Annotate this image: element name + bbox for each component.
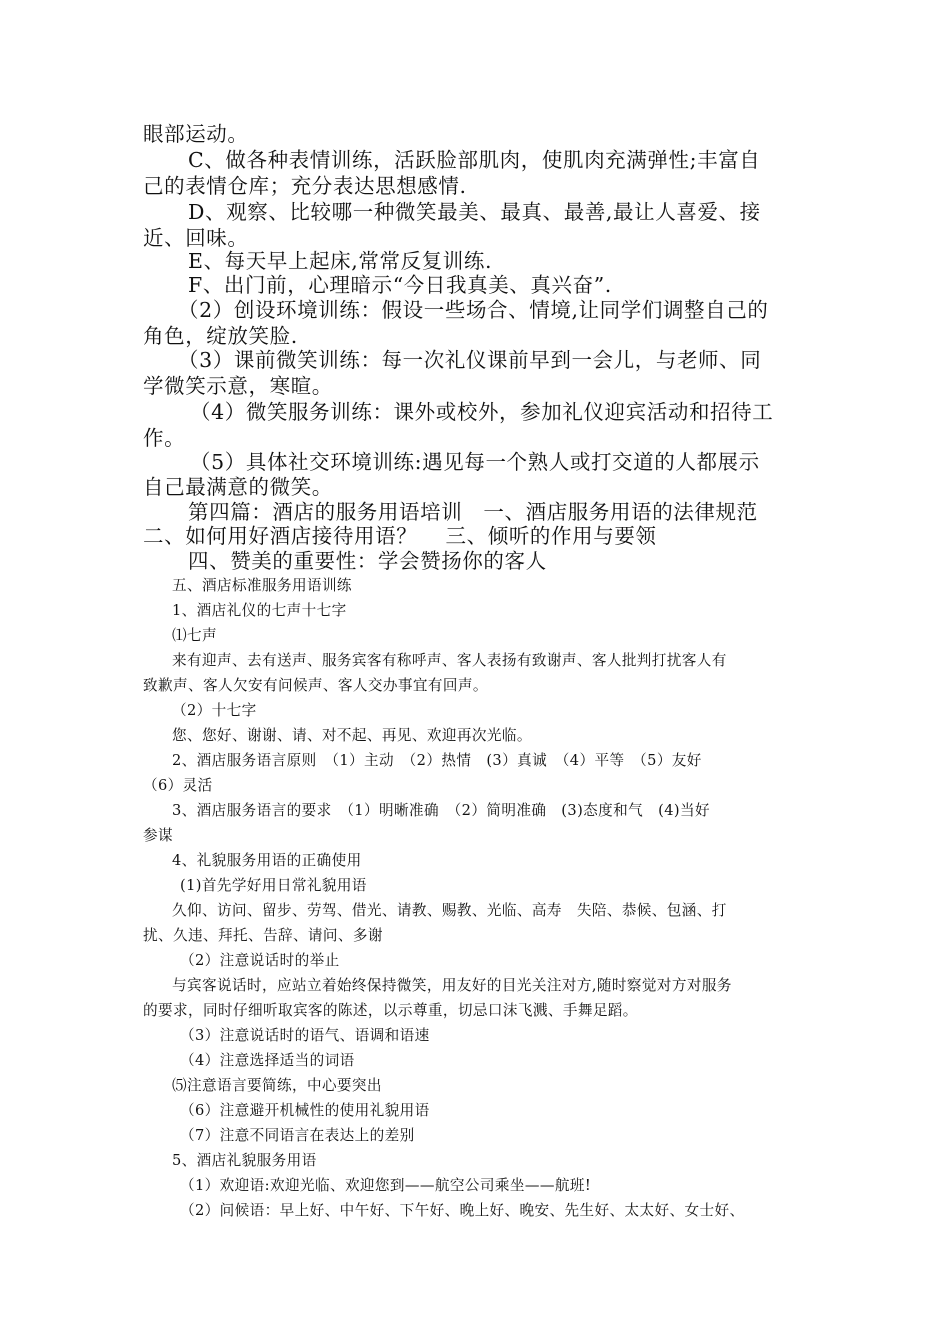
text-line: C、做各种表情训练，活跃脸部肌肉，使肌肉充满弹性;丰富自 (188, 148, 761, 172)
text-line: 久仰、访问、留步、劳驾、借光、请教、赐教、光临、高寿 失陪、恭候、包涵、打 (172, 902, 727, 919)
text-line: 参谋 (143, 827, 173, 844)
text-line: 自己最满意的微笑。 (143, 475, 333, 499)
text-line: 己的表情仓库；充分表达思想感情. (143, 174, 467, 198)
text-line: 五、酒店标准服务用语训练 (172, 577, 352, 594)
text-line: E、每天早上起床,常常反复训练. (188, 249, 493, 273)
text-line: 3、酒店服务语言的要求 （1）明晰准确 （2）简明准确 (3)态度和气 (4)当好 (172, 802, 711, 819)
text-line: ⑴七声 (172, 627, 217, 644)
text-line: D、观察、比较哪一种微笑最美、最真、最善,最让人喜爱、接 (188, 200, 761, 224)
text-line: 来有迎声、去有送声、服务宾客有称呼声、客人表扬有致谢声、客人批判打扰客人有 (172, 652, 727, 669)
text-line: 与宾客说话时，应站立着始终保持微笑，用友好的目光关注对方,随时察觉对方对服务 (172, 977, 732, 994)
text-line: 第四篇：酒店的服务用语培训 一、酒店服务用语的法律规范 (188, 500, 758, 524)
text-line: 近、回味。 (143, 226, 249, 250)
text-line: 角色，绽放笑脸. (143, 324, 298, 348)
text-line: （3）课前微笑训练：每一次礼仪课前早到一会儿，与老师、同 (178, 348, 762, 372)
text-line: 扰、久违、拜托、告辞、请问、多谢 (143, 927, 383, 944)
text-line: 二、如何用好酒店接待用语？ 三、倾听的作用与要领 (143, 524, 657, 548)
text-line: （6）灵活 (143, 777, 213, 794)
text-line: 4、礼貌服务用语的正确使用 (172, 852, 362, 869)
text-line: 作。 (143, 426, 186, 450)
text-line: （5）具体社交环境训练:遇见每一个熟人或打交道的人都展示 (190, 450, 760, 474)
text-line: 2、酒店服务语言原则 （1）主动 （2）热情 (3）真诚 （4）平等 （5）友好 (172, 752, 702, 769)
text-line: （6）注意避开机械性的使用礼貌用语 (180, 1102, 430, 1119)
text-line: （2）问候语：早上好、中午好、下午好、晚上好、晚安、先生好、太太好、女士好、 (180, 1202, 745, 1219)
text-line: （7）注意不同语言在表达上的差别 (180, 1127, 415, 1144)
text-line: （4）注意选择适当的词语 (180, 1052, 355, 1069)
text-line: 致歉声、客人欠安有问候声、客人交办事宜有回声。 (143, 677, 488, 694)
text-line: 5、酒店礼貌服务用语 (172, 1152, 317, 1169)
text-line: 四、赞美的重要性：学会赞扬你的客人 (188, 549, 547, 573)
text-line: ⑸注意语言要简练，中心要突出 (172, 1077, 382, 1094)
text-line: 1、酒店礼仪的七声十七字 (172, 602, 347, 619)
text-line: 您、您好、谢谢、请、对不起、再见、欢迎再次光临。 (172, 727, 532, 744)
text-line: （2）创设环境训练：假设一些场合、情境,让同学们调整自己的 (178, 298, 769, 322)
text-line: 眼部运动。 (143, 122, 249, 146)
text-line: 的要求，同时仔细听取宾客的陈述，以示尊重，切忌口沫飞溅、手舞足蹈。 (143, 1002, 638, 1019)
text-line: （3）注意说话时的语气、语调和语速 (180, 1027, 430, 1044)
text-line: F、出门前，心理暗示“今日我真美、真兴奋”. (188, 273, 612, 297)
text-line: 学微笑示意，寒暄。 (143, 374, 333, 398)
text-line: （2）注意说话时的举止 (180, 952, 340, 969)
text-line: （4）微笑服务训练：课外或校外，参加礼仪迎宾活动和招待工 (190, 400, 774, 424)
text-line: (1)首先学好用日常礼貌用语 (180, 877, 367, 894)
text-line: （2）十七字 (172, 702, 257, 719)
text-line: （1）欢迎语:欢迎光临、欢迎您到——航空公司乘坐——航班! (180, 1177, 592, 1194)
